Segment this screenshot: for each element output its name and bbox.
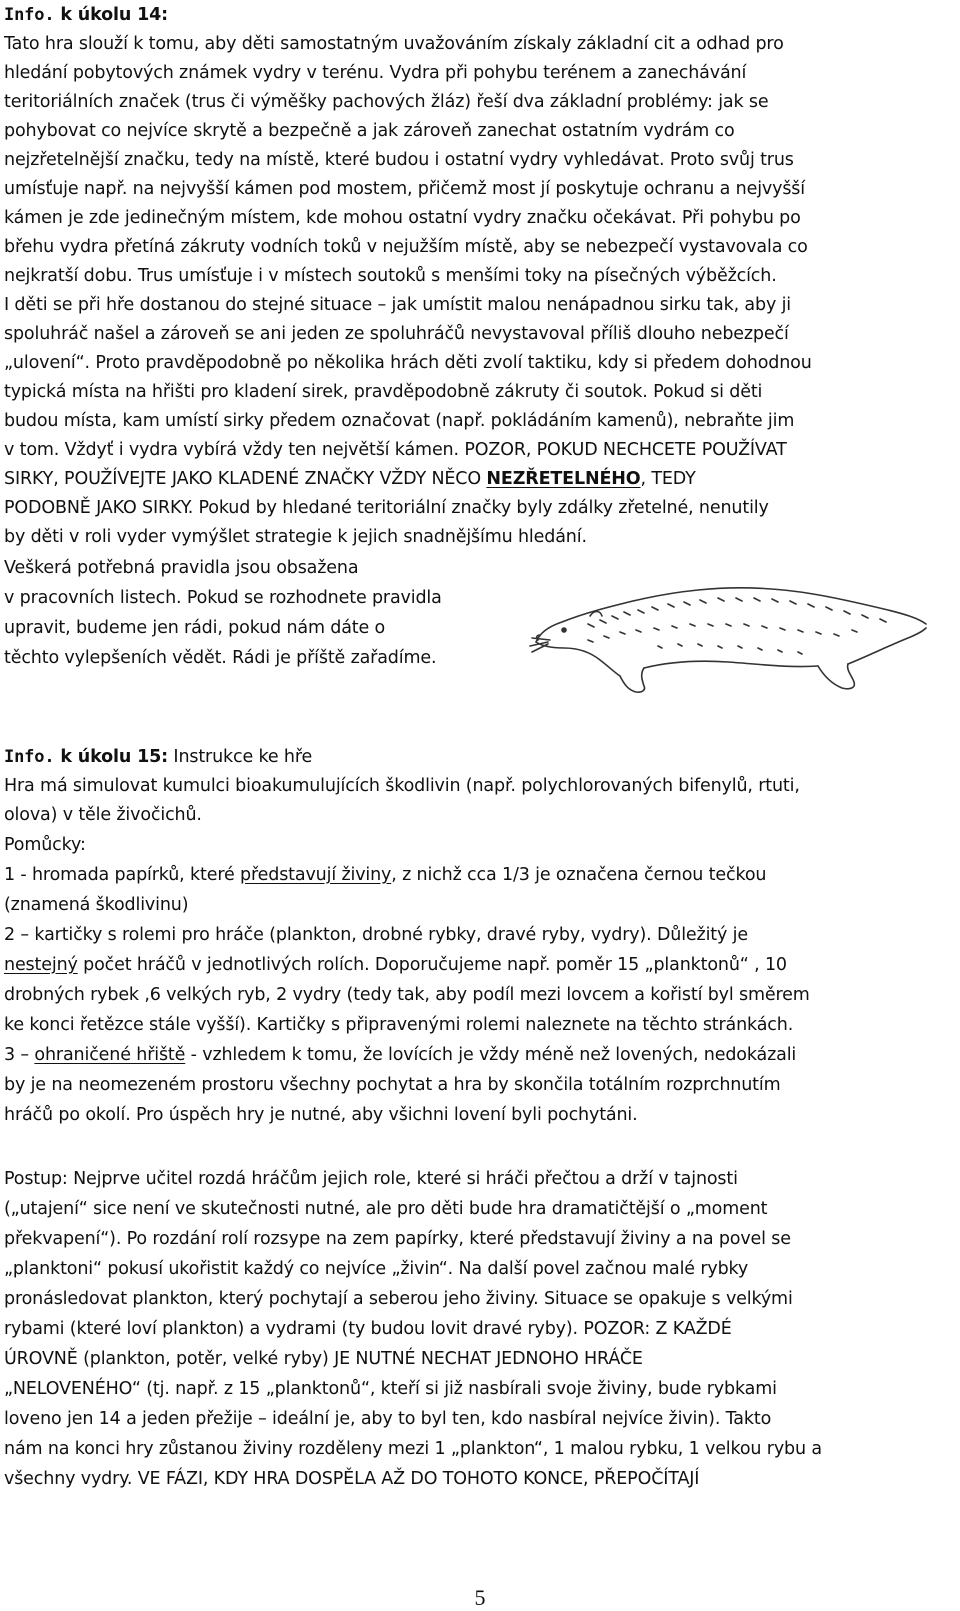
s15-line: 3 – ohraničené hřiště - vzhledem k tomu, že lovících je vždy méně než lovených, nedokázali	[4, 1045, 797, 1065]
postup-line: rybami (které loví plankton) a vydrami (ty budou lovit dravé ryby). POZOR: Z KAŽDÉ	[4, 1319, 732, 1339]
postup-line: pronásledovat plankton, který pochytají a seberou jeho živiny. Situace se opakuje s velkými	[4, 1289, 793, 1309]
s14-line: upravit, budeme jen rádi, pokud nám dáte o	[4, 618, 386, 638]
s14-line: „ulovení“. Proto pravděpodobně po několika hrách děti zvolí taktiku, kdy si předem dohodnou	[4, 353, 812, 373]
s15-line: drobných rybek ,6 velkých ryb, 2 vydry (tedy tak, aby podíl mezi lovcem a kořistí byl směrem	[4, 985, 810, 1005]
otter-drawing-icon	[528, 580, 928, 700]
postup-line: překvapení“). Po rozdání rolí rozsype na zem papírky, které představují živiny a na povel se	[4, 1229, 791, 1249]
s14-line: v pracovních listech. Pokud se rozhodnete pravidla	[4, 588, 442, 608]
s14-line: v tom. Vždyť i vydra vybírá vždy ten největší kámen. POZOR, POKUD NECHCETE POUŽÍVAT	[4, 440, 787, 460]
s14-line: břehu vydra přetíná zákruty vodních toků v nejužším místě, aby se nebezpečí vystavovala co	[4, 237, 808, 257]
s15-line: Hra má simulovat kumulci bioakumulujících škodlivin (např. polychlorovaných bifenylů, rtuti,	[4, 776, 800, 796]
s15-line: (znamená škodlivinu)	[4, 895, 189, 915]
s14-line: hledání pobytových známek vydry v terénu. Vydra při pohybu terénem a zanechávání	[4, 63, 747, 83]
emphasized-word: NEZŘETELNÉHO	[486, 469, 641, 489]
page-number: 5	[474, 1585, 486, 1610]
section15-heading: Info. k úkolu 15: Instrukce ke hře	[4, 747, 313, 767]
s14-line: Tato hra slouží k tomu, aby děti samostatným uvažováním získaly základní cit a odhad pro	[4, 34, 784, 54]
s15-line: 1 - hromada papírků, které představují živiny, z nichž cca 1/3 je označena černou tečkou	[4, 865, 767, 885]
s15-line: by je na neomezeném prostoru všechny pochytat a hra by skončila totálním rozprchnutím	[4, 1075, 781, 1095]
s15-line: Pomůcky:	[4, 835, 86, 855]
postup-line: „NELOVENÉHO“ (tj. např. z 15 „planktonů“, kteří si již nasbírali svoje živiny, bude rybkami	[4, 1379, 777, 1399]
s15-line: 2 – kartičky s rolemi pro hráče (plankton, drobné rybky, dravé ryby, vydry). Důležitý je	[4, 925, 748, 945]
s15-line: hráčů po okolí. Pro úspěch hry je nutné, aby všichni lovení byli pochytáni.	[4, 1105, 638, 1125]
s14-line: spoluhráč našel a zároveň se ani jeden ze spoluhráčů nevystavoval příliš dlouho nebezpečí	[4, 324, 789, 344]
s14-line: I děti se při hře dostanou do stejné situace – jak umístit malou nenápadnou sirku tak, aby ji	[4, 295, 791, 315]
postup-line: („utajení“ sice není ve skutečnosti nutné, ale pro děti bude hra dramatičtější o „moment	[4, 1199, 768, 1219]
s15-line: olova) v těle živočichů.	[4, 805, 202, 825]
s14-line: teritoriálních značek (trus či výměšky pachových žláz) řeší dva základní problémy: jak se	[4, 92, 769, 112]
s14-line: budou místa, kam umístí sirky předem označovat (např. pokládáním kamenů), nebraňte jim	[4, 411, 795, 431]
s14-line: nejzřetelnější značku, tedy na místě, které budou i ostatní vydry vyhledávat. Proto svůj trus	[4, 150, 794, 170]
postup-line: všechny vydry. VE FÁZI, KDY HRA DOSPĚLA AŽ DO TOHOTO KONCE, PŘEPOČÍTAJÍ	[4, 1469, 700, 1489]
s14-line: umísťuje např. na nejvyšší kámen pod mostem, přičemž most jí poskytuje ochranu a nejvyšší	[4, 179, 805, 199]
s14-line: pohybovat co nejvíce skrytě a bezpečně a jak zároveň zanechat ostatním vydrám co	[4, 121, 735, 141]
s15-line: ke konci řetězce stále vyšší). Kartičky s připravenými rolemi naleznete na těchto stránkách.	[4, 1015, 794, 1035]
s14-line: nejkratší dobu. Trus umísťuje i v místech soutoků s menšími toky na písečných výběžcích.	[4, 266, 777, 286]
section14-heading: Info. k úkolu 14:	[4, 5, 169, 25]
postup-line: „planktoni“ pokusí ukořistit každý co nejvíce „živin“. Na další povel začnou malé rybky	[4, 1259, 749, 1279]
s14-line: by děti v roli vyder vymýšlet strategie k jejich snadnějšímu hledání.	[4, 527, 587, 547]
postup-line: Postup: Nejprve učitel rozdá hráčům jejich role, které si hráči přečtou a drží v tajnosti	[4, 1169, 738, 1189]
s14-line: Veškerá potřebná pravidla jsou obsažena	[4, 558, 359, 578]
postup-line: ÚROVNĚ (plankton, potěr, velké ryby) JE NUTNÉ NECHAT JEDNOHO HRÁČE	[4, 1349, 643, 1369]
s14-line: typická místa na hřišti pro kladení sirek, pravděpodobně zákruty či soutok. Pokud si děti	[4, 382, 763, 402]
postup-line: loveno jen 14 a jeden přežije – ideální je, aby to byl ten, kdo nasbíral nejvíce živin). Takto	[4, 1409, 772, 1429]
s14-line-emphasis: SIRKY, POUŽÍVEJTE JAKO KLADENÉ ZNAČKY VŽDY NĚCO NEZŘETELNÉHO, TEDY	[4, 469, 696, 489]
postup-line: nám na konci hry zůstanou živiny rozděleny mezi 1 „plankton“, 1 malou rybku, 1 velkou rybu a	[4, 1439, 822, 1459]
s15-line: nestejný počet hráčů v jednotlivých rolích. Doporučujeme např. poměr 15 „planktonů“ , 10	[4, 955, 787, 975]
s14-line: PODOBNĚ JAKO SIRKY. Pokud by hledané teritoriální značky byly zdálky zřetelné, nenutily	[4, 498, 769, 518]
s14-line: těchto vylepšeních vědět. Rádi je příště zařadíme.	[4, 648, 437, 668]
s14-line: kámen je zde jedinečným místem, kde mohou ostatní vydry značku očekávat. Při pohybu po	[4, 208, 801, 228]
